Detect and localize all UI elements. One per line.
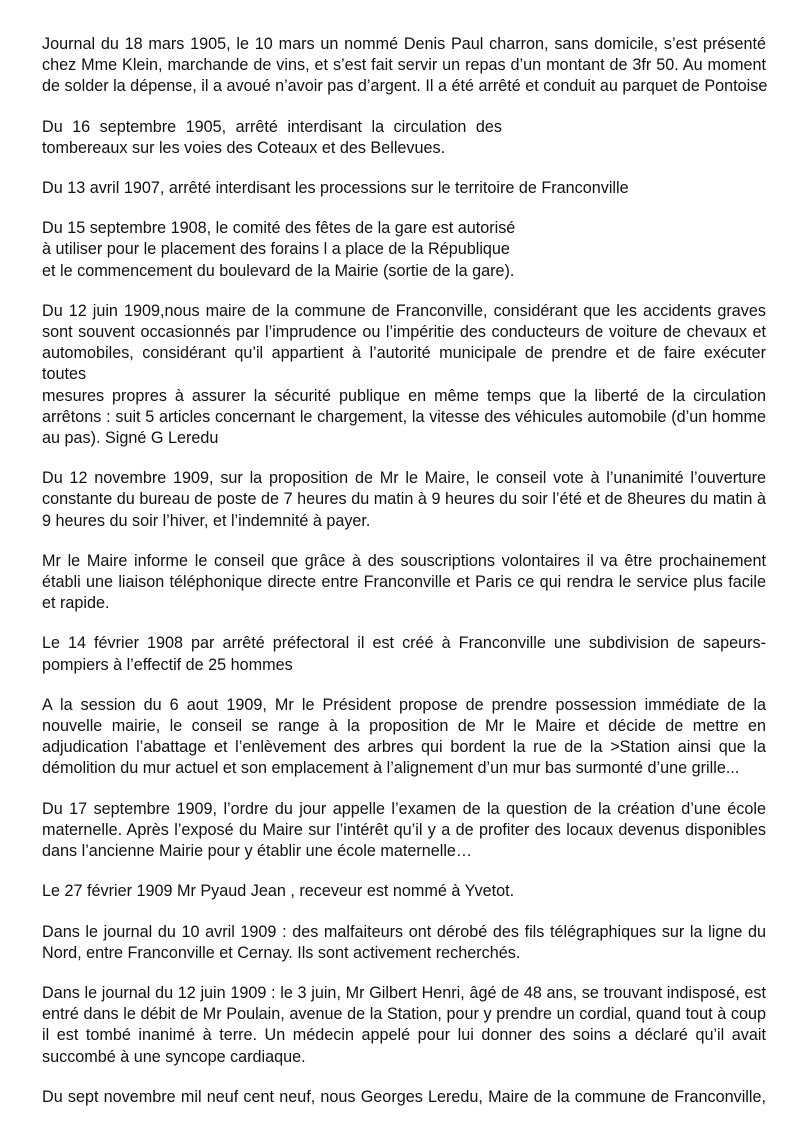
text-line: au pas). Signé G Leredu	[42, 429, 219, 448]
text-line: chez Mme Klein, marchande de vins, et s’est fait servir un repas d’un montant de 3fr 50. Au moment	[42, 56, 766, 75]
paragraph-receveur-yvetot	[42, 881, 766, 902]
text-line: et le commencement du boulevard de la Mairie (sortie de la gare).	[42, 261, 515, 280]
text-line: démolition du mur actuel et son emplacement à l’alignement d’un mur bas surmonté d’une grille...	[42, 759, 740, 778]
text-line: Du sept novembre mil neuf cent neuf, nous Georges Leredu, Maire de la commune de Franconville,	[42, 1087, 766, 1106]
paragraph-journal-12-juin-1909	[42, 983, 766, 1068]
text-line: il est tombé inanimé à terre. Un médecin appelé pour lui donner des soins a déclaré qu’il avait	[42, 1026, 766, 1045]
text-line: Du 16 septembre 1905, arrêté interdisant la circulation des	[42, 117, 502, 136]
text-line: tombereaux sur les voies des Coteaux et des Bellevues.	[42, 138, 446, 157]
text-line: arrêtons : suit 5 articles concernant le chargement, la vitesse des véhicules automobile (d’un homme	[42, 407, 766, 426]
text-line: mesures propres à assurer la sécurité publique en même temps que la liberté de la circulation	[42, 386, 766, 405]
text-line: Dans le journal du 10 avril 1909 : des malfaiteurs ont dérobé des fils télégraphiques sur la ligne du	[42, 922, 766, 941]
text-line: Mr le Maire informe le conseil que grâce à des souscriptions volontaires il va être prochainement	[42, 551, 766, 570]
text-line: Du 15 septembre 1908, le comité des fêtes de la gare est autorisé	[42, 219, 516, 238]
paragraph-journal-18-mars-1905	[42, 34, 766, 98]
text-line: automobiles, considérant qu’il appartient à l’autorité municipale de prendre et de faire exécuter toutes	[42, 344, 766, 384]
text-line: entré dans le débit de Mr Poulain, avenue de la Station, pour y prendre un cordial, quand tout à coup	[42, 1005, 766, 1024]
paragraph-liaison-telephonique	[42, 551, 766, 615]
text-line: adjudication l’abattage et l’enlèvement des arbres qui bordent la rue de la >Station ainsi que la	[42, 738, 766, 757]
text-line: Du 12 juin 1909,nous maire de la commune de Franconville, considérant que les accidents graves	[42, 301, 766, 320]
paragraph-journal-10-avril-1909	[42, 922, 766, 964]
text-line: de solder la dépense, il a avoué n’avoir pas d’argent. Il a été arrêté et conduit au parquet de Pontoise	[42, 77, 768, 96]
text-line: Le 27 février 1909 Mr Pyaud Jean , receveur est nommé à Yvetot.	[42, 882, 515, 901]
text-line: Nord, entre Franconville et Cernay. Ils sont activement recherchés.	[42, 943, 521, 962]
text-line: 9 heures du soir l’hiver, et l’indemnité à payer.	[42, 511, 371, 530]
text-line: Dans le journal du 12 juin 1909 : le 3 juin, Mr Gilbert Henri, âgé de 48 ans, se trouvant indisposé, est	[42, 983, 766, 1002]
paragraph-arrete-13-avril-1907	[42, 178, 766, 199]
text-line: Du 17 septembre 1909, l’ordre du jour appelle l’examen de la question de la création d’une école	[42, 799, 766, 818]
text-line: constante du bureau de poste de 7 heures du matin à 9 heures du soir l’été et de 8heures du matin à	[42, 490, 766, 509]
paragraph-ecole-maternelle-1909	[42, 799, 766, 863]
text-line: maternelle. Après l’exposé du Maire sur l’intérêt qu’il y a de profiter des locaux devenus disponibles	[42, 820, 766, 839]
paragraph-session-6-aout-1909	[42, 695, 766, 780]
text-line: sont souvent occasionnés par l’imprudence ou l’impéritie des conducteurs de voiture de chevaux et	[42, 323, 766, 342]
text-line: et rapide.	[42, 594, 110, 613]
text-line: Du 12 novembre 1909, sur la proposition de Mr le Maire, le conseil vote à l’unanimité l’ouverture	[42, 469, 766, 488]
paragraph-comite-fetes-1908	[42, 218, 766, 282]
text-line: dans l’ancienne Mairie pour y établir une école maternelle…	[42, 842, 473, 861]
paragraph-12-juin-1909-arrete	[42, 301, 766, 449]
document-page	[42, 34, 766, 1127]
paragraph-bureau-de-poste-1909	[42, 468, 766, 532]
text-line: nouvelle mairie, le conseil se range à la proposition de Mr le Maire et décide de mettre en	[42, 717, 766, 736]
text-line: à utiliser pour le placement des forains l a place de la République	[42, 240, 510, 259]
paragraph-arrete-16-septembre-1905	[42, 117, 766, 159]
text-line: Journal du 18 mars 1905, le 10 mars un nommé Denis Paul charron, sans domicile, s’est présenté	[42, 35, 766, 53]
text-line: Du 13 avril 1907, arrêté interdisant les processions sur le territoire de Franconville	[42, 179, 629, 198]
paragraph-sapeurs-pompiers-1908	[42, 633, 766, 675]
text-line: Le 14 février 1908 par arrêté préfectoral il est créé à Franconville une subdivision de sapeurs-	[42, 634, 766, 653]
text-line: pompiers à l’effectif de 25 hommes	[42, 655, 293, 674]
paragraph-sept-novembre-1909	[42, 1087, 766, 1108]
text-line: succombé à une syncope cardiaque.	[42, 1047, 306, 1066]
text-line: A la session du 6 aout 1909, Mr le Président propose de prendre possession immédiate de la	[42, 695, 766, 714]
text-line: établi une liaison téléphonique directe entre Franconville et Paris ce qui rendra le service plus facile	[42, 573, 766, 592]
